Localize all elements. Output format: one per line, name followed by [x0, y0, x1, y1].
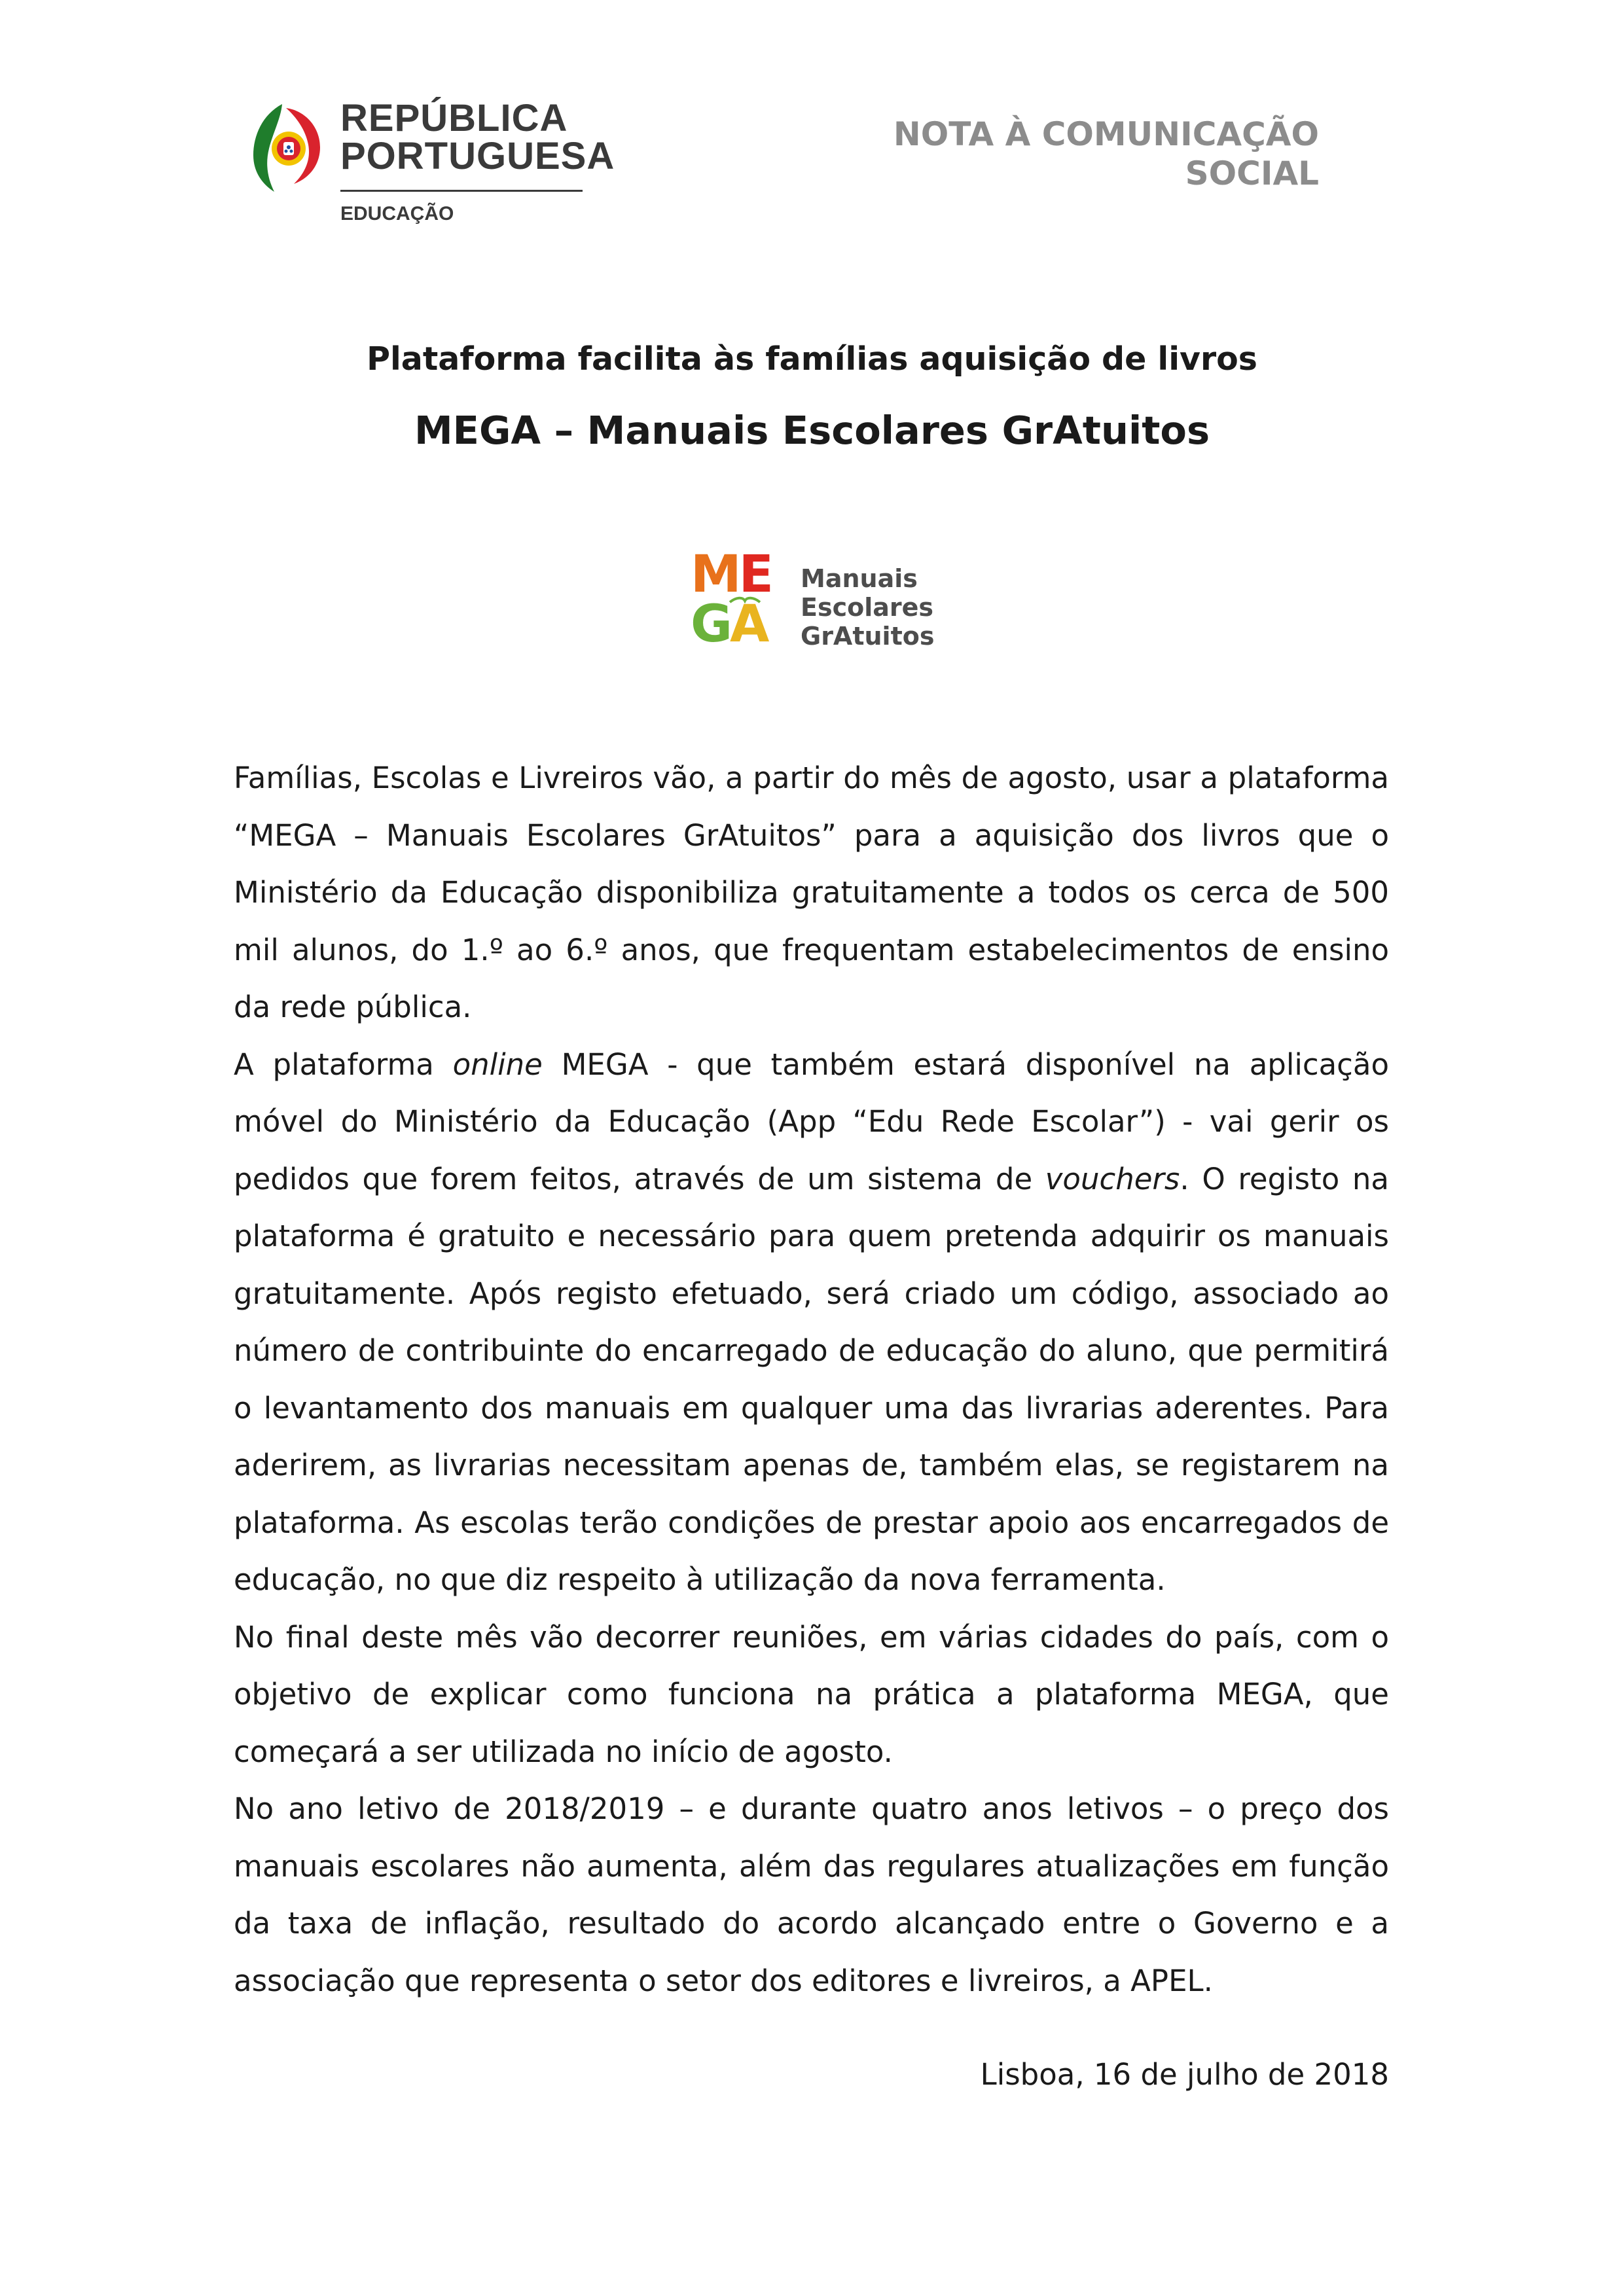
press-note-label: NOTA À COMUNICAÇÃO SOCIAL	[893, 115, 1319, 192]
government-name	[340, 99, 615, 175]
document-title: Plataforma facilita às famílias aquisição de livros	[367, 340, 1257, 378]
paragraph-2	[234, 1036, 1389, 1609]
paragraph-2-text: . O registo na plataforma é gratuito e necessário para quem pretenda adquirir os manuais gratuitamente. Após registo efetuado, será criado um código, associado ao número de contribuinte do encarregado de educação do aluno, que permitirá o levantamento dos manuais em qualquer uma das livrarias aderentes. Para aderirem, as livrarias necessitam apenas de, também elas, se registarem na plataforma. As escolas terão condições de prestar apoio aos encarregados de educação, no que diz respeito à utilização da nova ferramenta.	[234, 1161, 1389, 1597]
mega-logo-word: GrAtuitos	[801, 622, 935, 651]
mega-logo-letters	[691, 545, 789, 664]
paragraph-2-italic: online	[452, 1047, 543, 1082]
mega-logo-word: Escolares	[801, 593, 934, 622]
paragraph-2-text: MEGA - que também estará disponível na aplicação móvel do Ministério da Educação (App “Edu Rede Escolar”) - vai gerir os pedidos que forem feitos, através de um sistema de	[234, 1047, 1390, 1196]
paragraph-4: No ano letivo de 2018/2019 – e durante quatro anos letivos – o preço dos manuais escolares não aumenta, além das regulares atualizações em função da taxa de inflação, resultado do acordo alcançado entre o Governo e a associação que representa o setor dos editores e livreiros, a APEL.	[234, 1791, 1389, 1998]
mega-letter-a: A	[730, 595, 767, 654]
mega-logo-words	[801, 564, 934, 651]
government-name-line1: REPÚBLICA	[340, 97, 568, 139]
paragraph-2-text: A plataforma	[234, 1047, 453, 1082]
header-divider	[340, 190, 583, 192]
mega-logo	[691, 545, 952, 664]
government-name-line2: PORTUGUESA	[340, 135, 615, 177]
ministry-name: EDUCAÇÃO	[340, 203, 454, 224]
mega-letter-m: M	[691, 545, 739, 604]
document-subtitle: MEGA – Manuais Escolares GrAtuitos	[414, 408, 1210, 453]
dateline: Lisboa, 16 de julho de 2018	[980, 2057, 1389, 2092]
paragraph-2-italic: vouchers	[1045, 1161, 1180, 1196]
body-text	[234, 749, 1389, 2009]
paragraph-1: Famílias, Escolas e Livreiros vão, a partir do mês de agosto, usar a plataforma “MEGA – Manuais Escolares GrAtuitos” para a aquisição dos livros que o Ministério da Educação disponibiliza gratuitamente a todos os cerca de 500 mil alunos, do 1.º ao 6.º anos, que frequentam estabelecimentos de ensino da rede pública.	[234, 761, 1389, 1024]
mega-letter-e: E	[738, 545, 771, 604]
paragraph-3: No final deste mês vão decorrer reuniões, em várias cidades do país, com o objetivo de explicar como funciona na prática a plataforma MEGA, que começará a ser utilizada no início de agosto.	[234, 1619, 1389, 1769]
mega-logo-word: Manuais	[801, 564, 918, 593]
republica-portuguesa-emblem-icon	[251, 101, 324, 193]
mega-letter-g: G	[691, 595, 731, 654]
